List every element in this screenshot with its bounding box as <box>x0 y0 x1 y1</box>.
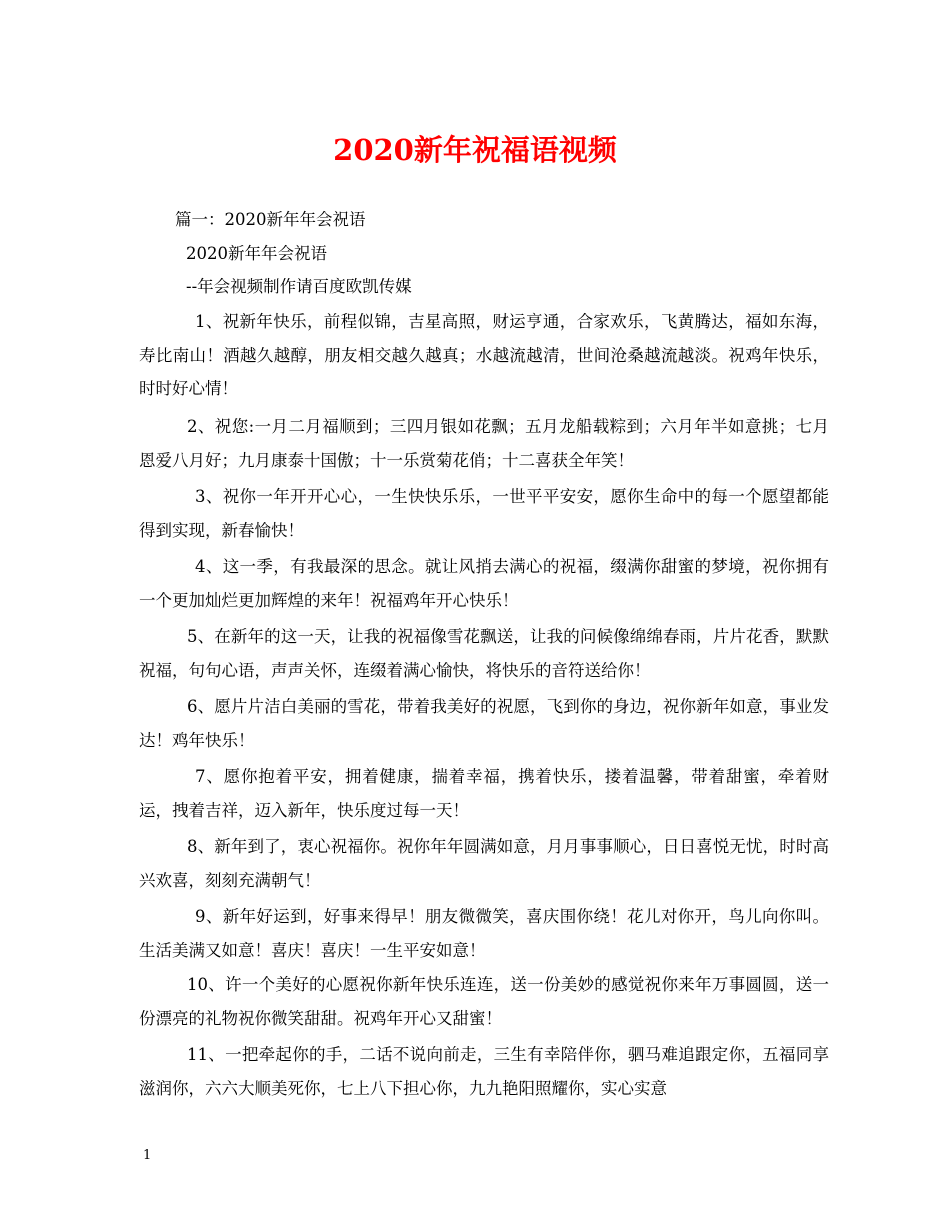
source-note: --年会视频制作请百度欧凯传媒 <box>186 277 412 296</box>
paragraph-7: 7、愿你抱着平安，拥着健康，揣着幸福，携着快乐，搂着温馨，带着甜蜜，牵着财运，拽着吉祥，迈入新年，快乐度过每一天！ <box>139 767 829 820</box>
page-title: 2020新年祝福语视频 <box>333 133 617 167</box>
paragraph-4: 4、这一季，有我最深的思念。就让风捎去满心的祝福，缀满你甜蜜的梦境，祝你拥有一个更加灿烂更加辉煌的来年！祝福鸡年开心快乐！ <box>139 557 829 610</box>
page-number: 1 <box>143 1148 152 1163</box>
paragraph-3: 3、祝你一年开开心心，一生快快乐乐，一世平平安安，愿你生命中的每一个愿望都能得到实现，新春愉快！ <box>139 487 829 540</box>
paragraph-6: 6、愿片片洁白美丽的雪花，带着我美好的祝愿，飞到你的身边，祝你新年如意，事业发达！鸡年快乐！ <box>139 697 829 750</box>
paragraph-9: 9、新年好运到，好事来得早！朋友微微笑，喜庆围你绕！花儿对你开，鸟儿向你叫。生活美满又如意！喜庆！喜庆！一生平安如意！ <box>139 907 829 960</box>
paragraph-8: 8、新年到了，衷心祝福你。祝你年年圆满如意，月月事事顺心，日日喜悦无忧，时时高兴欢喜，刻刻充满朝气！ <box>139 837 829 890</box>
paragraph-5: 5、在新年的这一天，让我的祝福像雪花飘送，让我的问候像绵绵春雨，片片花香，默默祝福，句句心语，声声关怀，连缀着满心愉快，将快乐的音符送给你！ <box>139 627 829 680</box>
paragraph-1: 1、祝新年快乐，前程似锦，吉星高照，财运亨通，合家欢乐，飞黄腾达，福如东海，寿比南山！酒越久越醇，朋友相交越久越真；水越流越清，世间沧桑越流越淡。祝鸡年快乐，时时好心情！ <box>139 312 829 399</box>
paragraph-11: 11、一把牵起你的手，二话不说向前走，三生有幸陪伴你，驷马难追跟定你，五福同享滋润你，六六大顺美死你，七上八下担心你，九九艳阳照耀你，实心实意 <box>139 1045 829 1098</box>
subheading: 2020新年年会祝语 <box>186 244 327 263</box>
section-heading: 篇一：2020新年年会祝语 <box>175 210 366 229</box>
paragraph-10: 10、许一个美好的心愿祝你新年快乐连连，送一份美妙的感觉祝你来年万事圆圆，送一份漂亮的礼物祝你微笑甜甜。祝鸡年开心又甜蜜！ <box>139 975 829 1028</box>
paragraph-2: 2、祝您:一月二月福顺到；三四月银如花飘；五月龙船载粽到；六月年半如意挑；七月恩爱八月好；九月康泰十国傲；十一乐赏菊花俏；十二喜获全年笑！ <box>139 417 829 470</box>
